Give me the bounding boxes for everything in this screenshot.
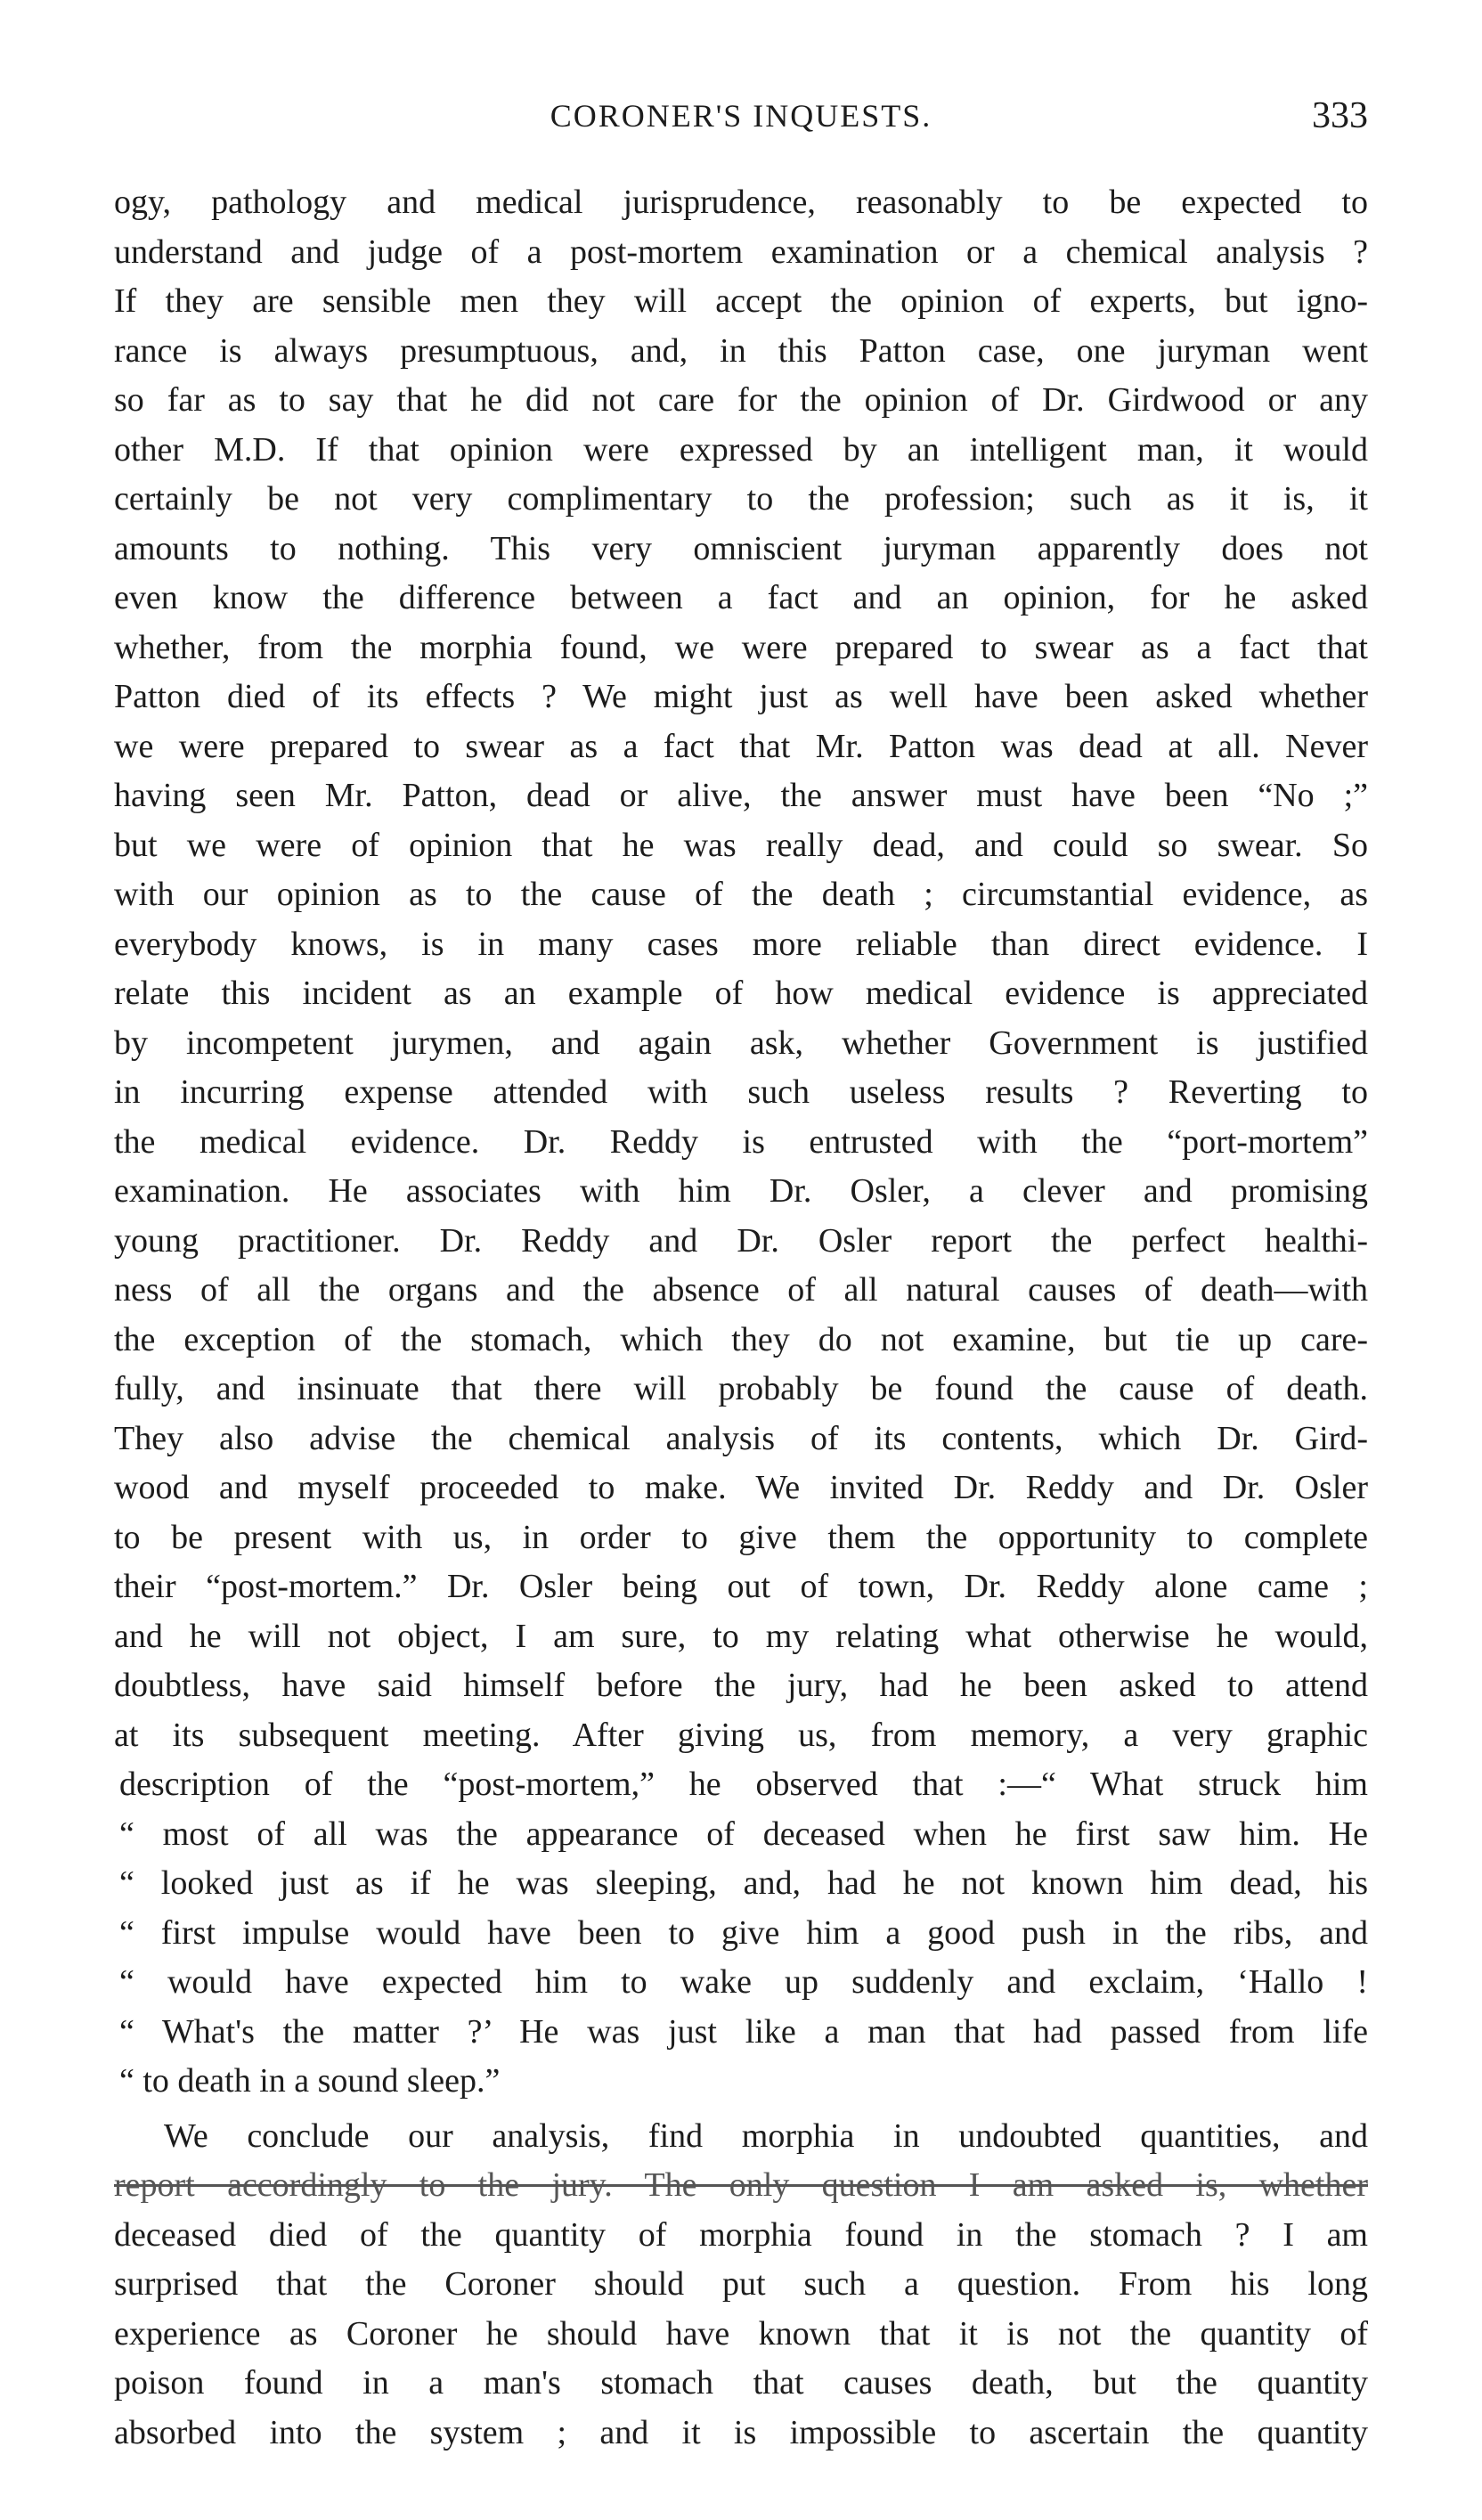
text-line: other M.D. If that opinion were expressed by an intelligent man, it would (114, 430, 1368, 469)
text-line: the exception of the stomach, which they do not examine, but tie up care- (114, 1320, 1368, 1358)
text-line: ness of all the organs and the absence of all natural causes of death—with (114, 1271, 1368, 1309)
page-number: 333 (1312, 95, 1368, 136)
text-line: and he will not object, I am sure, to my relating what otherwise he would, (114, 1617, 1368, 1655)
text-line: understand and judge of a post-mortem examination or a chemical analysis ? (114, 232, 1368, 271)
text-line: rance is always presumptuous, and, in this Patton case, one juryman went (114, 331, 1368, 370)
text-line: in incurring expense attended with such useless results ? Reverting to (114, 1073, 1368, 1111)
quoted-line: “ looked just as if he was sleeping, and, had he not known him dead, his (119, 1864, 1368, 1902)
text-line: Patton died of its effects ? We might just as well have been asked whether (114, 678, 1368, 715)
body-text (114, 178, 1368, 2458)
text-line: fully, and insinuate that there will probably be found the cause of death. (114, 1370, 1368, 1407)
text-line: whether, from the morphia found, we were prepared to swear as a fact that (114, 628, 1368, 666)
text-line: young practitioner. Dr. Reddy and Dr. Osler report the perfect healthi- (114, 1221, 1368, 1260)
struck-text-line: report accordingly to the jury. The only question I am asked is, whether (114, 2166, 1368, 2204)
text-line: with our opinion as to the cause of the death ; circumstantial evidence, as (114, 876, 1368, 913)
quoted-line: “ What's the matter ?’ He was just like a man that had passed from life (119, 2012, 1368, 2051)
text-line: the medical evidence. Dr. Reddy is entrusted with the “port-mortem” (114, 1122, 1368, 1161)
quoted-line: “ most of all was the appearance of deceased when he first saw him. He (119, 1815, 1368, 1853)
text-line: description of the “post-mortem,” he observed that :—“ What struck him (119, 1766, 1368, 1803)
quoted-line: “ first impulse would have been to give him a good push in the ribs, and (119, 1913, 1368, 1952)
text-line: doubtless, have said himself before the jury, had he been asked to attend (114, 1667, 1368, 1704)
paragraph-first-line: We conclude our analysis, find morphia in undoubted quantities, and (164, 2116, 1368, 2155)
text-line: They also advise the chemical analysis of its contents, which Dr. Gird- (114, 1419, 1368, 1457)
text-line: If they are sensible men they will accept the opinion of experts, but igno- (114, 282, 1368, 320)
text-line: experience as Coroner he should have known that it is not the quantity of (114, 2314, 1368, 2353)
text-line: relate this incident as an example of how medical evidence is appreciated (114, 975, 1368, 1012)
text-line: certainly be not very complimentary to the profession; such as it is, it (114, 480, 1368, 518)
text-line: by incompetent jurymen, and again ask, whether Government is justified (114, 1023, 1368, 1062)
text-line: at its subsequent meeting. After giving us, from memory, a very graphic (114, 1716, 1368, 1754)
text-line: amounts to nothing. This very omniscient juryman apparently does not (114, 529, 1368, 567)
text-line: even know the difference between a fact and an opinion, for he asked (114, 579, 1368, 616)
text-line: ogy, pathology and medical jurisprudence, reasonably to be expected to (114, 183, 1368, 221)
text-line: deceased died of the quantity of morphia found in the stomach ? I am (114, 2215, 1368, 2254)
text-line: to be present with us, in order to give them the opportunity to complete (114, 1518, 1368, 1556)
quoted-line: “ would have expected him to wake up suddenly and exclaim, ‘Hallo ! (119, 1963, 1368, 2001)
text-line: everybody knows, is in many cases more reliable than direct evidence. I (114, 925, 1368, 963)
text-line: surprised that the Coroner should put such a question. From his long (114, 2265, 1368, 2303)
text-line: their “post-mortem.” Dr. Osler being out of town, Dr. Reddy alone came ; (114, 1568, 1368, 1605)
text-line: we were prepared to swear as a fact that Mr. Patton was dead at all. Never (114, 727, 1368, 765)
text-line: examination. He associates with him Dr. Osler, a clever and promising (114, 1172, 1368, 1210)
text-line: wood and myself proceeded to make. We invited Dr. Reddy and Dr. Osler (114, 1469, 1368, 1506)
text-line: absorbed into the system ; and it is impossible to ascertain the quantity (114, 2413, 1368, 2451)
text-line: so far as to say that he did not care for the opinion of Dr. Girdwood or any (114, 381, 1368, 419)
quoted-line: “ to death in a sound sleep.” (119, 2062, 501, 2100)
text-line: having seen Mr. Patton, dead or alive, the answer must have been “No ;” (114, 777, 1368, 814)
text-line: but we were of opinion that he was really dead, and could so swear. So (114, 826, 1368, 864)
text-line: poison found in a man's stomach that causes death, but the quantity (114, 2364, 1368, 2402)
running-title: CORONER'S INQUESTS. (550, 98, 932, 134)
page-header (114, 89, 1368, 143)
